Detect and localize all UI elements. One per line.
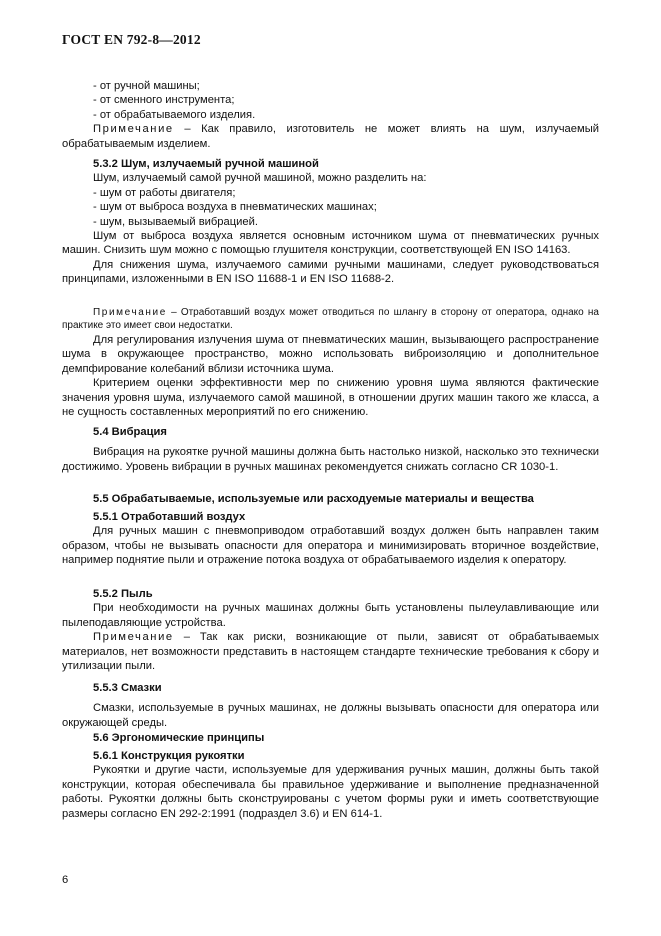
- list-item: - от ручной машины;: [93, 80, 200, 92]
- section-5-6: [62, 731, 599, 745]
- list-item: - от обрабатываемого изделия.: [93, 108, 256, 121]
- note: [62, 122, 599, 151]
- section-5-6-1: [62, 749, 599, 821]
- note-text: – Как правило, изготовитель не может влиять на шум, излучаемый обрабатываемым изделием.: [62, 123, 599, 150]
- list-item: - шум, вызываемый вибрацией.: [93, 215, 258, 228]
- list-item: - от сменного инструмента;: [93, 94, 235, 107]
- paragraph: Смазки, используемые в ручных машинах, не должны вызывать опасности для оператора или окружающей среды.: [62, 702, 599, 729]
- paragraph: Критерием оценки эффективности мер по снижению уровня шума являются фактические значения уровня шума, излучаемого самой машиной, в отношении других машин такого же класса, а не сущность составленных мероприятий по его снижению.: [62, 377, 599, 419]
- section-5-5: [62, 492, 599, 506]
- paragraph: Вибрация на рукоятке ручной машины должна быть настолько низкой, насколько это технически достижимо. Уровень вибрации в ручных машинах рекомендуется снижать согласно CR 1030-1.: [62, 446, 599, 473]
- section-5-3-2-cont: [62, 333, 599, 419]
- note-label: Примечание: [93, 631, 174, 644]
- section-5-4: [62, 425, 599, 474]
- section-5-5-1: [62, 510, 599, 568]
- section-heading: 5.6 Эргономические принципы: [93, 732, 265, 744]
- section-heading: 5.5.1 Отработавший воздух: [93, 511, 246, 523]
- intro-block: [62, 79, 599, 151]
- section-heading: 5.4 Вибрация: [93, 426, 167, 438]
- paragraph: Шум, излучаемый самой ручной машиной, можно разделить на:: [93, 172, 427, 185]
- section-heading: 5.5.3 Смазки: [93, 682, 162, 694]
- paragraph: Для ручных машин с пневмоприводом отработавший воздух должен быть направлен таким образом, чтобы не вызывать опасности для оператора и минимизировать вторичное воздействие, например поднятие пыли и отражение потока воздуха от обрабатываемого изделия к оператору.: [62, 525, 599, 567]
- note: [62, 630, 599, 673]
- section-heading: 5.3.2 Шум, излучаемый ручной машиной: [93, 158, 319, 170]
- note-text: – Так как риски, возникающие от пыли, зависят от обрабатываемых материалов, нет возможности представить в настоящем стандарте технические требования к сбору и утилизации пыли.: [62, 631, 599, 673]
- note-text: – Отработавший воздух может отводиться по шлангу в сторону от оператора, однако на практике это имеет свои недостатки.: [62, 307, 599, 332]
- section-heading: 5.5 Обрабатываемые, используемые или расходуемые материалы и вещества: [93, 493, 534, 505]
- list-item: - шум от выброса воздуха в пневматических машинах;: [93, 201, 377, 214]
- section-5-5-2: [62, 587, 599, 673]
- note-label: Примечание: [93, 123, 174, 136]
- section-5-3-2-note: [62, 306, 599, 332]
- document-header: ГОСТ EN 792-8—2012: [62, 32, 201, 47]
- paragraph: При необходимости на ручных машинах должны быть установлены пылеулавливающие или пылеподавляющие устройства.: [62, 602, 599, 629]
- note-label: Примечание: [93, 307, 167, 318]
- section-heading: 5.5.2 Пыль: [93, 588, 153, 600]
- paragraph: Шум от выброса воздуха является основным источником шума от пневматических ручных машин. Снизить шум можно с помощью глушителя конструкции, соответствующей EN ISO 14163.: [62, 230, 599, 257]
- list-item: - шум от работы двигателя;: [93, 186, 236, 199]
- section-5-5-3: [62, 681, 599, 730]
- page-number: 6: [62, 874, 69, 886]
- section-5-3-2: [62, 157, 599, 287]
- paragraph: Рукоятки и другие части, используемые для удерживания ручных машин, должны быть такой конструкции, которая обеспечивала бы правильное удерживание и выполнение предназначенной работы. Рукоятки должны быть сконструированы с учетом формы руки и иметь соответствующие размеры согласно EN 292-2:1991 (подраздел 3.6) и EN 614-1.: [62, 764, 599, 820]
- paragraph: Для регулирования излучения шума от пневматических машин, вызывающего распространение шума в окружающее пространство, можно использовать виброизоляцию и дополнительное демпфирование колебаний вблизи источника шума.: [62, 334, 599, 375]
- note: [62, 306, 599, 332]
- paragraph: Для снижения шума, излучаемого самими ручными машинами, следует руководствоваться принципами, изложенными в EN ISO 11688-1 и EN ISO 11688-2.: [62, 258, 599, 286]
- section-heading: 5.6.1 Конструкция рукоятки: [93, 750, 245, 762]
